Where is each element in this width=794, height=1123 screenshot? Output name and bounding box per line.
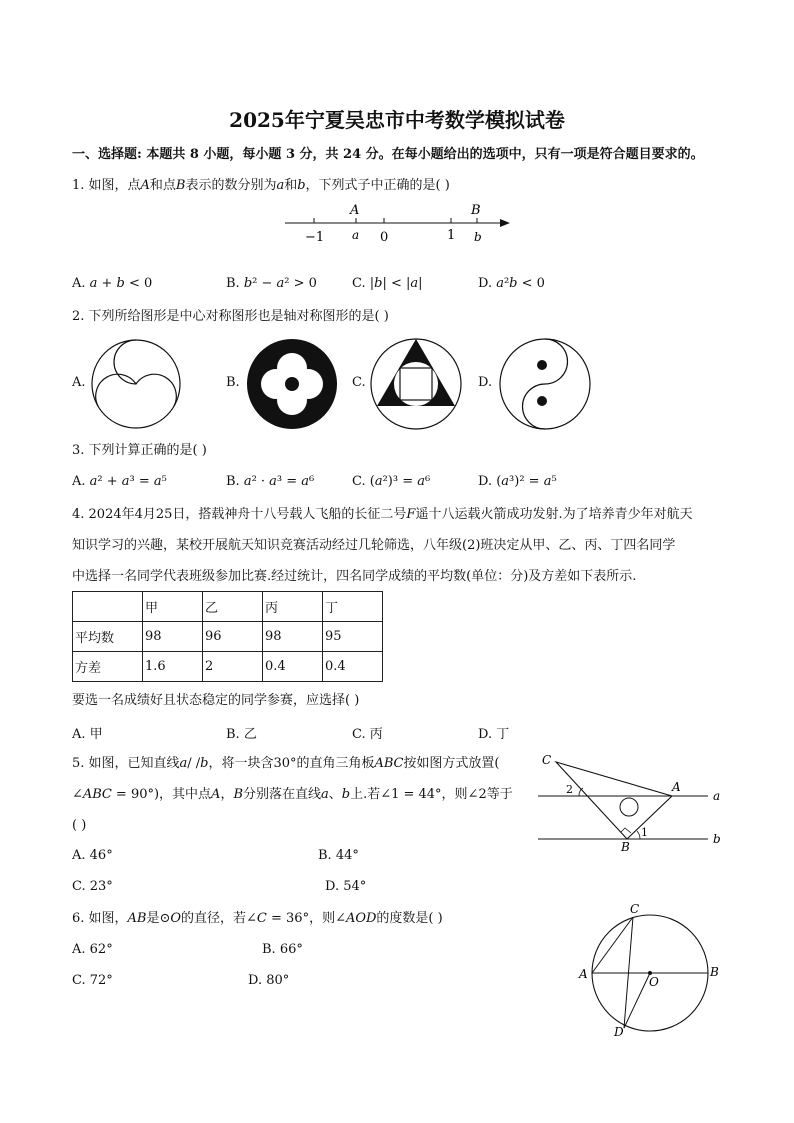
q1-option-d: D. 𝑎²𝑏 < 0 (478, 276, 545, 291)
label-a: a (352, 228, 360, 242)
q4-line1: 4. 2024年4月25日，搭载神舟十八号载人飞船的长征二号𝐹遥十八运载火箭成功发射.为了培养青少年对航天 (72, 507, 693, 522)
q1-option-c: C. |𝑏| < |𝑎| (352, 276, 423, 291)
q6-option-a: A. 62° (72, 942, 113, 957)
q4-line2: 知识学习的兴趣，某校开展航天知识竞赛活动经过几轮筛选，八年级(2)班决定从甲、乙、丙、丁四名同学 (72, 538, 676, 553)
triangle-ruler (556, 762, 672, 839)
table-cell: 平均数 (73, 622, 143, 652)
q2-figure-a (90, 338, 182, 430)
q3-option-b: B. 𝑎² · 𝑎³ = 𝑎⁶ (226, 474, 315, 489)
q2-figure-c (369, 337, 463, 431)
table-cell: 0.4 (323, 652, 383, 682)
q6-option-c: C. 72° (72, 973, 113, 988)
q4-table (72, 591, 383, 682)
section-heading: 一、选择题: 本题共 8 小题，每小题 3 分，共 24 分。在每小题给出的选项中，只有一项是符合题目要求的。 (72, 147, 704, 162)
table-cell: 丁 (323, 592, 383, 622)
q2-figure-d (498, 337, 592, 431)
q5-option-c: C. 23° (72, 879, 113, 894)
q5-figure (536, 752, 726, 857)
q2-option-b: B. (226, 375, 240, 390)
q1-stem: 1. 如图，点𝐴和点𝐵表示的数分别为𝑎和𝑏，下列式子中正确的是( ) (72, 178, 450, 193)
label-a: a (713, 789, 721, 803)
table-cell: 96 (203, 622, 263, 652)
q1-option-b: B. 𝑏² − 𝑎² > 0 (226, 276, 317, 291)
table-cell: 2 (203, 652, 263, 682)
q6-stem: 6. 如图，𝐴𝐵是⊙𝑂的直径，若∠𝐶 = 36°，则∠𝐴𝑂𝐷的度数是( ) (72, 911, 443, 926)
label-B: B (710, 965, 719, 979)
label-one: 1 (447, 228, 456, 243)
table-cell: 方差 (73, 652, 143, 682)
table-row (73, 652, 383, 682)
label-A: A (672, 780, 681, 794)
q4-option-a: A. 甲 (72, 727, 103, 742)
table-cell: 98 (263, 622, 323, 652)
table-cell: 1.6 (143, 652, 203, 682)
q3-option-a: A. 𝑎² + 𝑎³ = 𝑎⁵ (72, 474, 167, 489)
q6-figure (576, 898, 726, 1043)
table-row (73, 592, 383, 622)
page-title: 2025年宁夏吴忠市中考数学模拟试卷 (229, 108, 565, 132)
label-A: A (350, 203, 360, 218)
q5-option-a: A. 46° (72, 848, 113, 863)
q3-option-c: C. (𝑎²)³ = 𝑎⁶ (352, 474, 431, 489)
ruler-hole (620, 798, 638, 816)
label-b: b (713, 832, 721, 846)
q2-option-a: A. (72, 375, 86, 390)
label-b: b (474, 230, 482, 244)
q6-option-d: D. 80° (248, 973, 290, 988)
q1-option-a: A. 𝑎 + 𝑏 < 0 (72, 276, 153, 291)
label-B: B (471, 203, 481, 218)
q1-number-line (280, 198, 520, 248)
q4-line3: 中选择一名同学代表班级参加比赛.经过统计，四名同学成绩的平均数(单位：分)及方差如下表所示. (72, 569, 637, 584)
q4-option-b: B. 乙 (226, 727, 257, 742)
label-D: D (614, 1025, 624, 1039)
q2-stem: 2. 下列所给图形是中心对称图形也是轴对称图形的是( ) (72, 309, 389, 324)
label-neg1: −1 (305, 230, 325, 245)
q5-option-b: B. 44° (318, 848, 359, 863)
table-cell: 0.4 (263, 652, 323, 682)
label-angle2: 2 (566, 783, 573, 796)
q2-option-d: D. (478, 375, 493, 390)
label-A: A (579, 967, 588, 981)
table-row (73, 622, 383, 652)
table-cell: 95 (323, 622, 383, 652)
table-cell: 甲 (143, 592, 203, 622)
label-O: O (649, 975, 659, 989)
q5-line1: 5. 如图，已知直线𝑎/ /𝑏，将一块含30°的直角三角板𝐴𝐵𝐶按如图方式放置( (72, 756, 500, 771)
arrow-head-icon (500, 219, 510, 227)
q5-line3: ( ) (72, 818, 87, 833)
table-cell: 乙 (203, 592, 263, 622)
label-B: B (621, 840, 630, 854)
q4-option-c: C. 丙 (352, 727, 383, 742)
q4-question: 要选一名成绩好且状态稳定的同学参赛，应选择( ) (72, 693, 360, 708)
label-C: C (630, 902, 640, 916)
label-zero: 0 (380, 230, 389, 245)
q5-option-d: D. 54° (325, 879, 367, 894)
table-cell: 98 (143, 622, 203, 652)
label-C: C (542, 753, 552, 767)
table-cell: 丙 (263, 592, 323, 622)
q3-stem: 3. 下列计算正确的是( ) (72, 443, 207, 458)
label-angle1: 1 (641, 826, 648, 839)
q6-option-b: B. 66° (262, 942, 303, 957)
q3-option-d: D. (𝑎³)² = 𝑎⁵ (478, 474, 557, 489)
q2-option-c: C. (352, 375, 366, 390)
q4-option-d: D. 丁 (478, 727, 510, 742)
q5-line2: ∠𝐴𝐵𝐶 = 90°)，其中点𝐴，𝐵分别落在直线𝑎、𝑏上.若∠1 = 44°，则∠2等于 (72, 787, 513, 802)
q2-figure-b (245, 337, 339, 431)
table-cell (73, 592, 143, 622)
